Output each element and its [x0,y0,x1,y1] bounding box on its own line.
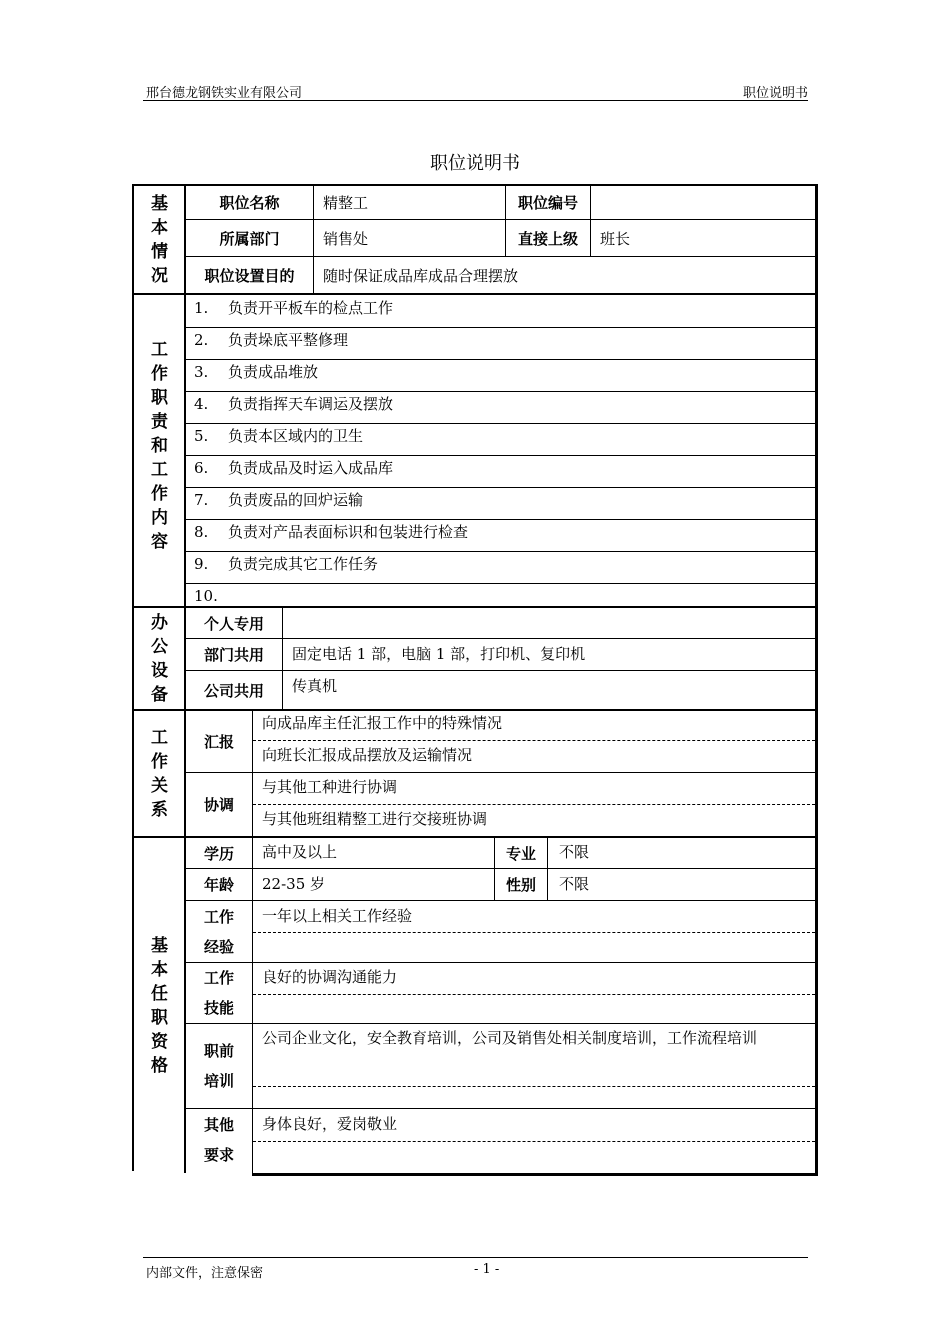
footer-note: 内部文件，注意保密 [146,1266,264,1281]
duty-text: 负责对产品表面标识和包装进行检查 [228,523,469,541]
grid-line [185,487,818,488]
grid-line [547,838,548,900]
grid-line [185,1108,818,1109]
duty-number: 8. [194,523,209,541]
job-description-table [132,184,818,1176]
duty-item [194,330,348,350]
other-label: 其他 要求 [203,1116,234,1164]
training-value: 公司企业文化，安全教育培训，公司及销售处相关制度培训，工作流程培训 [262,1029,758,1047]
grid-line [185,423,818,424]
duty-text: 负责本区域内的卫生 [228,427,364,445]
superior-value: 班长 [600,230,631,248]
duty-number: 7. [194,491,209,509]
section-equipment: 办 公 设 备 [151,612,168,705]
other-value: 身体良好，爱岗敬业 [262,1115,398,1133]
duty-number: 1. [194,299,209,317]
equipment-dept-value: 固定电话 1 部，电脑 1 部，打印机、复印机 [292,645,586,663]
duty-item [194,426,363,446]
duty-text: 负责垛底平整修理 [228,331,349,349]
grid-line [185,583,818,584]
grid-line [185,962,818,963]
document-title: 职位说明书 [430,153,520,174]
duty-text: 负责开平板车的检点工作 [228,299,394,317]
section-qualifications: 基 本 任 职 资 格 [151,935,168,1076]
table-border [252,1173,818,1176]
dashed-separator [253,804,815,805]
major-value: 不限 [559,843,590,861]
section-basic-info: 基 本 情 况 [151,193,168,286]
duty-text: 负责完成其它工作任务 [228,555,379,573]
department-value: 销售处 [323,230,369,248]
grid-line [185,455,818,456]
equipment-dept-label: 部门共用 [203,646,264,664]
position-name-value: 精整工 [323,194,369,212]
table-border [815,184,818,1176]
equipment-personal-label: 个人专用 [203,614,264,633]
skill-value: 良好的协调沟通能力 [262,968,398,986]
training-label: 职前 培训 [203,1042,234,1090]
duty-item [194,522,468,542]
duty-text: 负责成品堆放 [228,363,319,381]
report-line-1: 向成品库主任汇报工作中的特殊情况 [262,714,503,732]
position-name-label: 职位名称 [219,194,280,212]
equipment-company-value: 传真机 [292,677,338,695]
report-label: 汇报 [203,733,234,751]
age-value: 22-35 岁 [262,875,326,893]
grid-line [185,391,818,392]
dashed-separator [253,932,815,933]
duty-number: 2. [194,331,209,349]
grid-line [185,551,818,552]
position-no-label: 职位编号 [517,194,578,212]
duty-item [194,362,318,382]
grid-line [185,772,818,773]
dashed-separator [253,1086,815,1087]
equipment-company-label: 公司共用 [203,681,264,700]
education-label: 学历 [203,844,234,863]
duty-text: 负责指挥天车调运及摆放 [228,395,394,413]
coordinate-label: 协调 [203,796,234,814]
dashed-separator [253,740,815,741]
grid-line [252,711,253,1173]
gender-label: 性别 [505,876,536,894]
duty-text: 负责废品的回炉运输 [228,491,364,509]
grid-line [185,900,818,901]
experience-label: 工作 经验 [203,907,234,956]
grid-line [282,608,283,709]
grid-line [185,519,818,520]
duty-number: 5. [194,427,209,445]
skill-label: 工作 技能 [203,969,234,1017]
education-value: 高中及以上 [262,843,338,861]
dashed-separator [253,1141,815,1142]
section-divider [132,293,818,295]
footer-rule [143,1257,808,1258]
duty-number: 9. [194,555,209,573]
grid-line [313,186,314,293]
section-duties: 工 作 职 责 和 工 作 内 容 [151,340,168,552]
duty-number: 4. [194,395,209,413]
section-relations: 工 作 关 系 [151,727,168,820]
duty-item [194,394,393,414]
purpose-label: 职位设置目的 [204,266,295,285]
header-doc-type: 职位说明书 [742,86,808,101]
grid-line [590,186,591,256]
gender-value: 不限 [559,875,590,893]
report-line-2: 向班长汇报成品摆放及运输情况 [262,746,473,764]
grid-line [185,327,818,328]
department-label: 所属部门 [219,229,280,248]
grid-line [185,359,818,360]
duty-item [194,458,393,478]
duty-number: 10. [194,587,218,605]
duty-number: 3. [194,363,209,381]
page-number: - 1 - [474,1262,500,1277]
superior-label: 直接上级 [517,229,578,248]
major-label: 专业 [505,844,536,863]
page-header [143,80,808,101]
age-label: 年龄 [203,876,234,894]
dashed-separator [253,994,815,995]
coordinate-line-2: 与其他班组精整工进行交接班协调 [262,810,488,828]
duty-item [194,490,363,510]
purpose-value: 随时保证成品库成品合理摆放 [323,267,519,285]
duty-number: 6. [194,459,209,477]
duty-text: 负责成品及时运入成品库 [228,459,394,477]
coordinate-line-1: 与其他工种进行协调 [262,778,398,796]
experience-value: 一年以上相关工作经验 [262,907,413,925]
company-name: 邢台德龙钢铁实业有限公司 [146,86,303,101]
duty-item [194,586,228,606]
duty-item [194,298,393,318]
duty-item [194,554,378,574]
